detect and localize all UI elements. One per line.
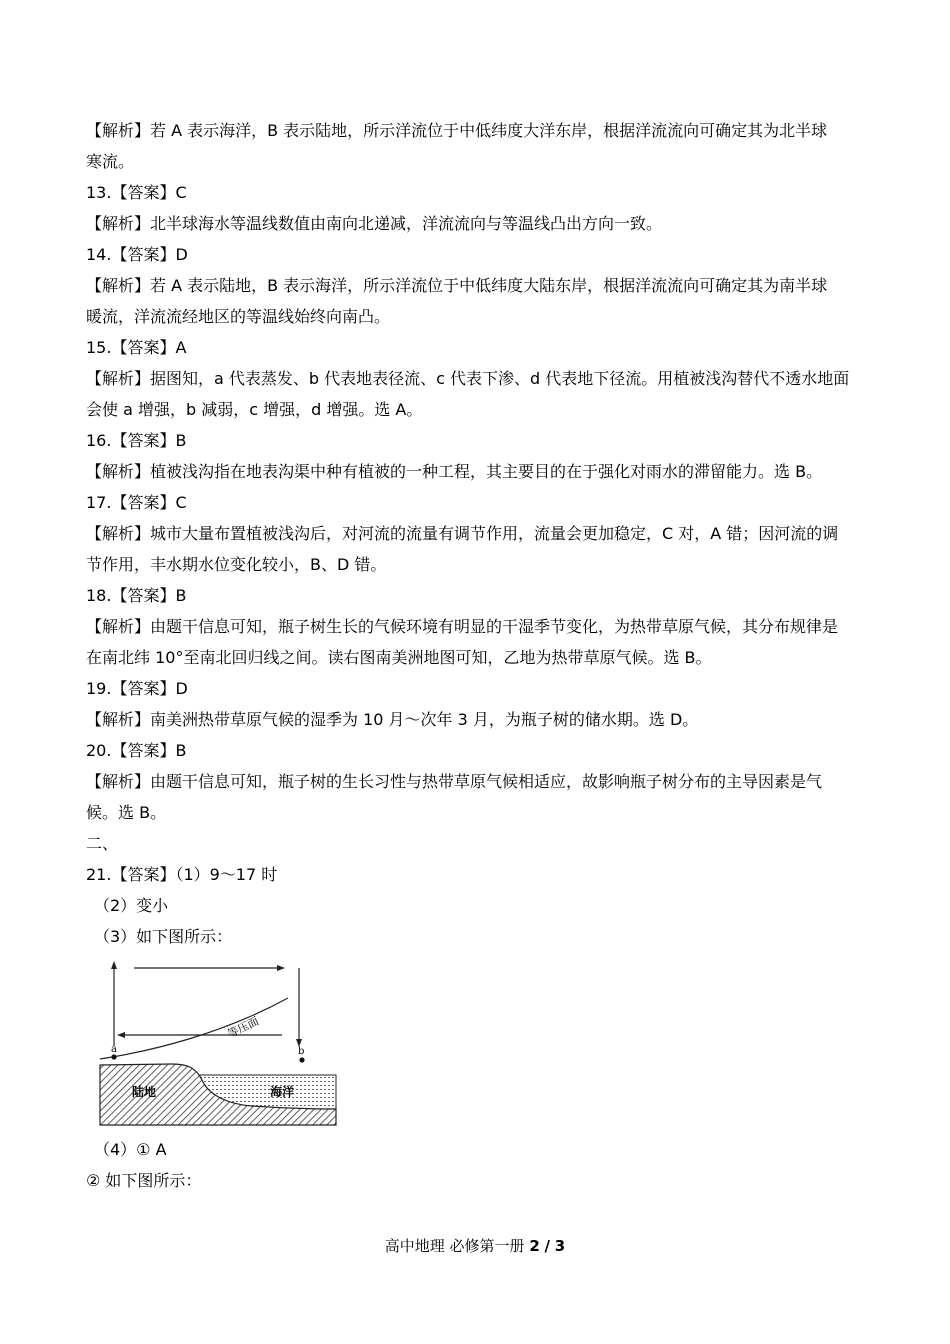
footer-page-separator: /: [544, 1237, 551, 1255]
arrowhead-left: [117, 1032, 125, 1038]
answer-21: 21.【答案】（1）9～17 时: [86, 865, 278, 884]
analysis-20-line-1: 【解析】由题干信息可知，瓶子树的生长习性与热带草原气候相适应，故影响瓶子树分布的主导因素是气: [86, 772, 823, 791]
answer-16: 16.【答案】B: [86, 431, 187, 450]
answer-19: 19.【答案】D: [86, 679, 188, 698]
answer-17: 17.【答案】C: [86, 493, 187, 512]
sea-label: 海洋: [270, 1085, 295, 1099]
document-body: [86, 115, 882, 1196]
analysis-19: 【解析】南美洲热带草原气候的湿季为 10 月～次年 3 月，为瓶子树的储水期。选 D。: [86, 710, 699, 729]
answer-21-part-4: （4）① A: [94, 1140, 167, 1159]
land-label: 陆地: [132, 1085, 157, 1099]
isobaric-surface-curve: [100, 998, 288, 1059]
section-two-heading: 二、: [86, 834, 119, 853]
answer-18: 18.【答案】B: [86, 586, 187, 605]
analysis-17-line-1: 【解析】城市大量布置植被浅沟后，对河流的流量有调节作用，流量会更加稳定，C 对，A 错；因河流的调: [86, 524, 839, 543]
answer-20: 20.【答案】B: [86, 741, 187, 760]
arrowhead-up: [111, 961, 117, 969]
analysis-14-line-2: 暖流，洋流流经地区的等温线始终向南凸。: [86, 307, 391, 326]
footer-title: 高中地理 必修第一册: [384, 1237, 525, 1255]
answer-21-part-3: （3）如下图所示：: [94, 927, 233, 946]
text-line-2: 寒流。: [86, 152, 135, 171]
point-b-label: b: [298, 1046, 305, 1057]
point-b-marker: [299, 1057, 304, 1062]
answer-15: 15.【答案】A: [86, 338, 187, 357]
land-sea-circulation-diagram: [92, 956, 342, 1130]
analysis-17-line-2: 节作用，丰水期水位变化较小，B、D 错。: [86, 555, 387, 574]
point-a-marker: [111, 1054, 116, 1059]
answer-21-part-4-sub-2: ② 如下图所示：: [86, 1171, 202, 1190]
answer-14: 14.【答案】D: [86, 245, 188, 264]
analysis-18-line-2: 在南北纬 10°至南北回归线之间。读右图南美洲地图可知，乙地为热带草原气候。选 B。: [86, 648, 712, 667]
circulation-diagram-svg: [92, 956, 342, 1130]
page-footer: [0, 1236, 950, 1256]
isobaric-surface-label: 等压面: [225, 1014, 261, 1041]
answer-21-part-2: （2）变小: [94, 896, 169, 915]
text-line-1: 【解析】若 A 表示海洋，B 表示陆地，所示洋流位于中低纬度大洋东岸，根据洋流流向可确定其为北半球: [86, 121, 828, 140]
analysis-15-line-2: 会使 a 增强，b 减弱，c 增强，d 增强。选 A。: [86, 400, 423, 419]
analysis-16: 【解析】植被浅沟指在地表沟渠中种有植被的一种工程，其主要目的在于强化对雨水的滞留能力。选 B。: [86, 462, 823, 481]
analysis-15-line-1: 【解析】据图知，a 代表蒸发、b 代表地表径流、c 代表下渗、d 代表地下径流。用植被浅沟替代不透水地面: [86, 369, 850, 388]
analysis-20-line-2: 候。选 B。: [86, 803, 167, 822]
analysis-14-line-1: 【解析】若 A 表示陆地，B 表示海洋，所示洋流位于中低纬度大陆东岸，根据洋流流向可确定其为南半球: [86, 276, 828, 295]
arrowhead-right: [277, 965, 285, 971]
analysis-13: 【解析】北半球海水等温线数值由南向北递减，洋流流向与等温线凸出方向一致。: [86, 214, 663, 233]
answer-13: 13.【答案】C: [86, 183, 187, 202]
analysis-18-line-1: 【解析】由题干信息可知，瓶子树生长的气候环境有明显的干湿季节变化，为热带草原气候，其分布规律是: [86, 617, 839, 636]
footer-page-number: 2: [529, 1237, 540, 1255]
point-a-label: a: [111, 1044, 117, 1055]
footer-total-pages: 3: [554, 1237, 566, 1255]
